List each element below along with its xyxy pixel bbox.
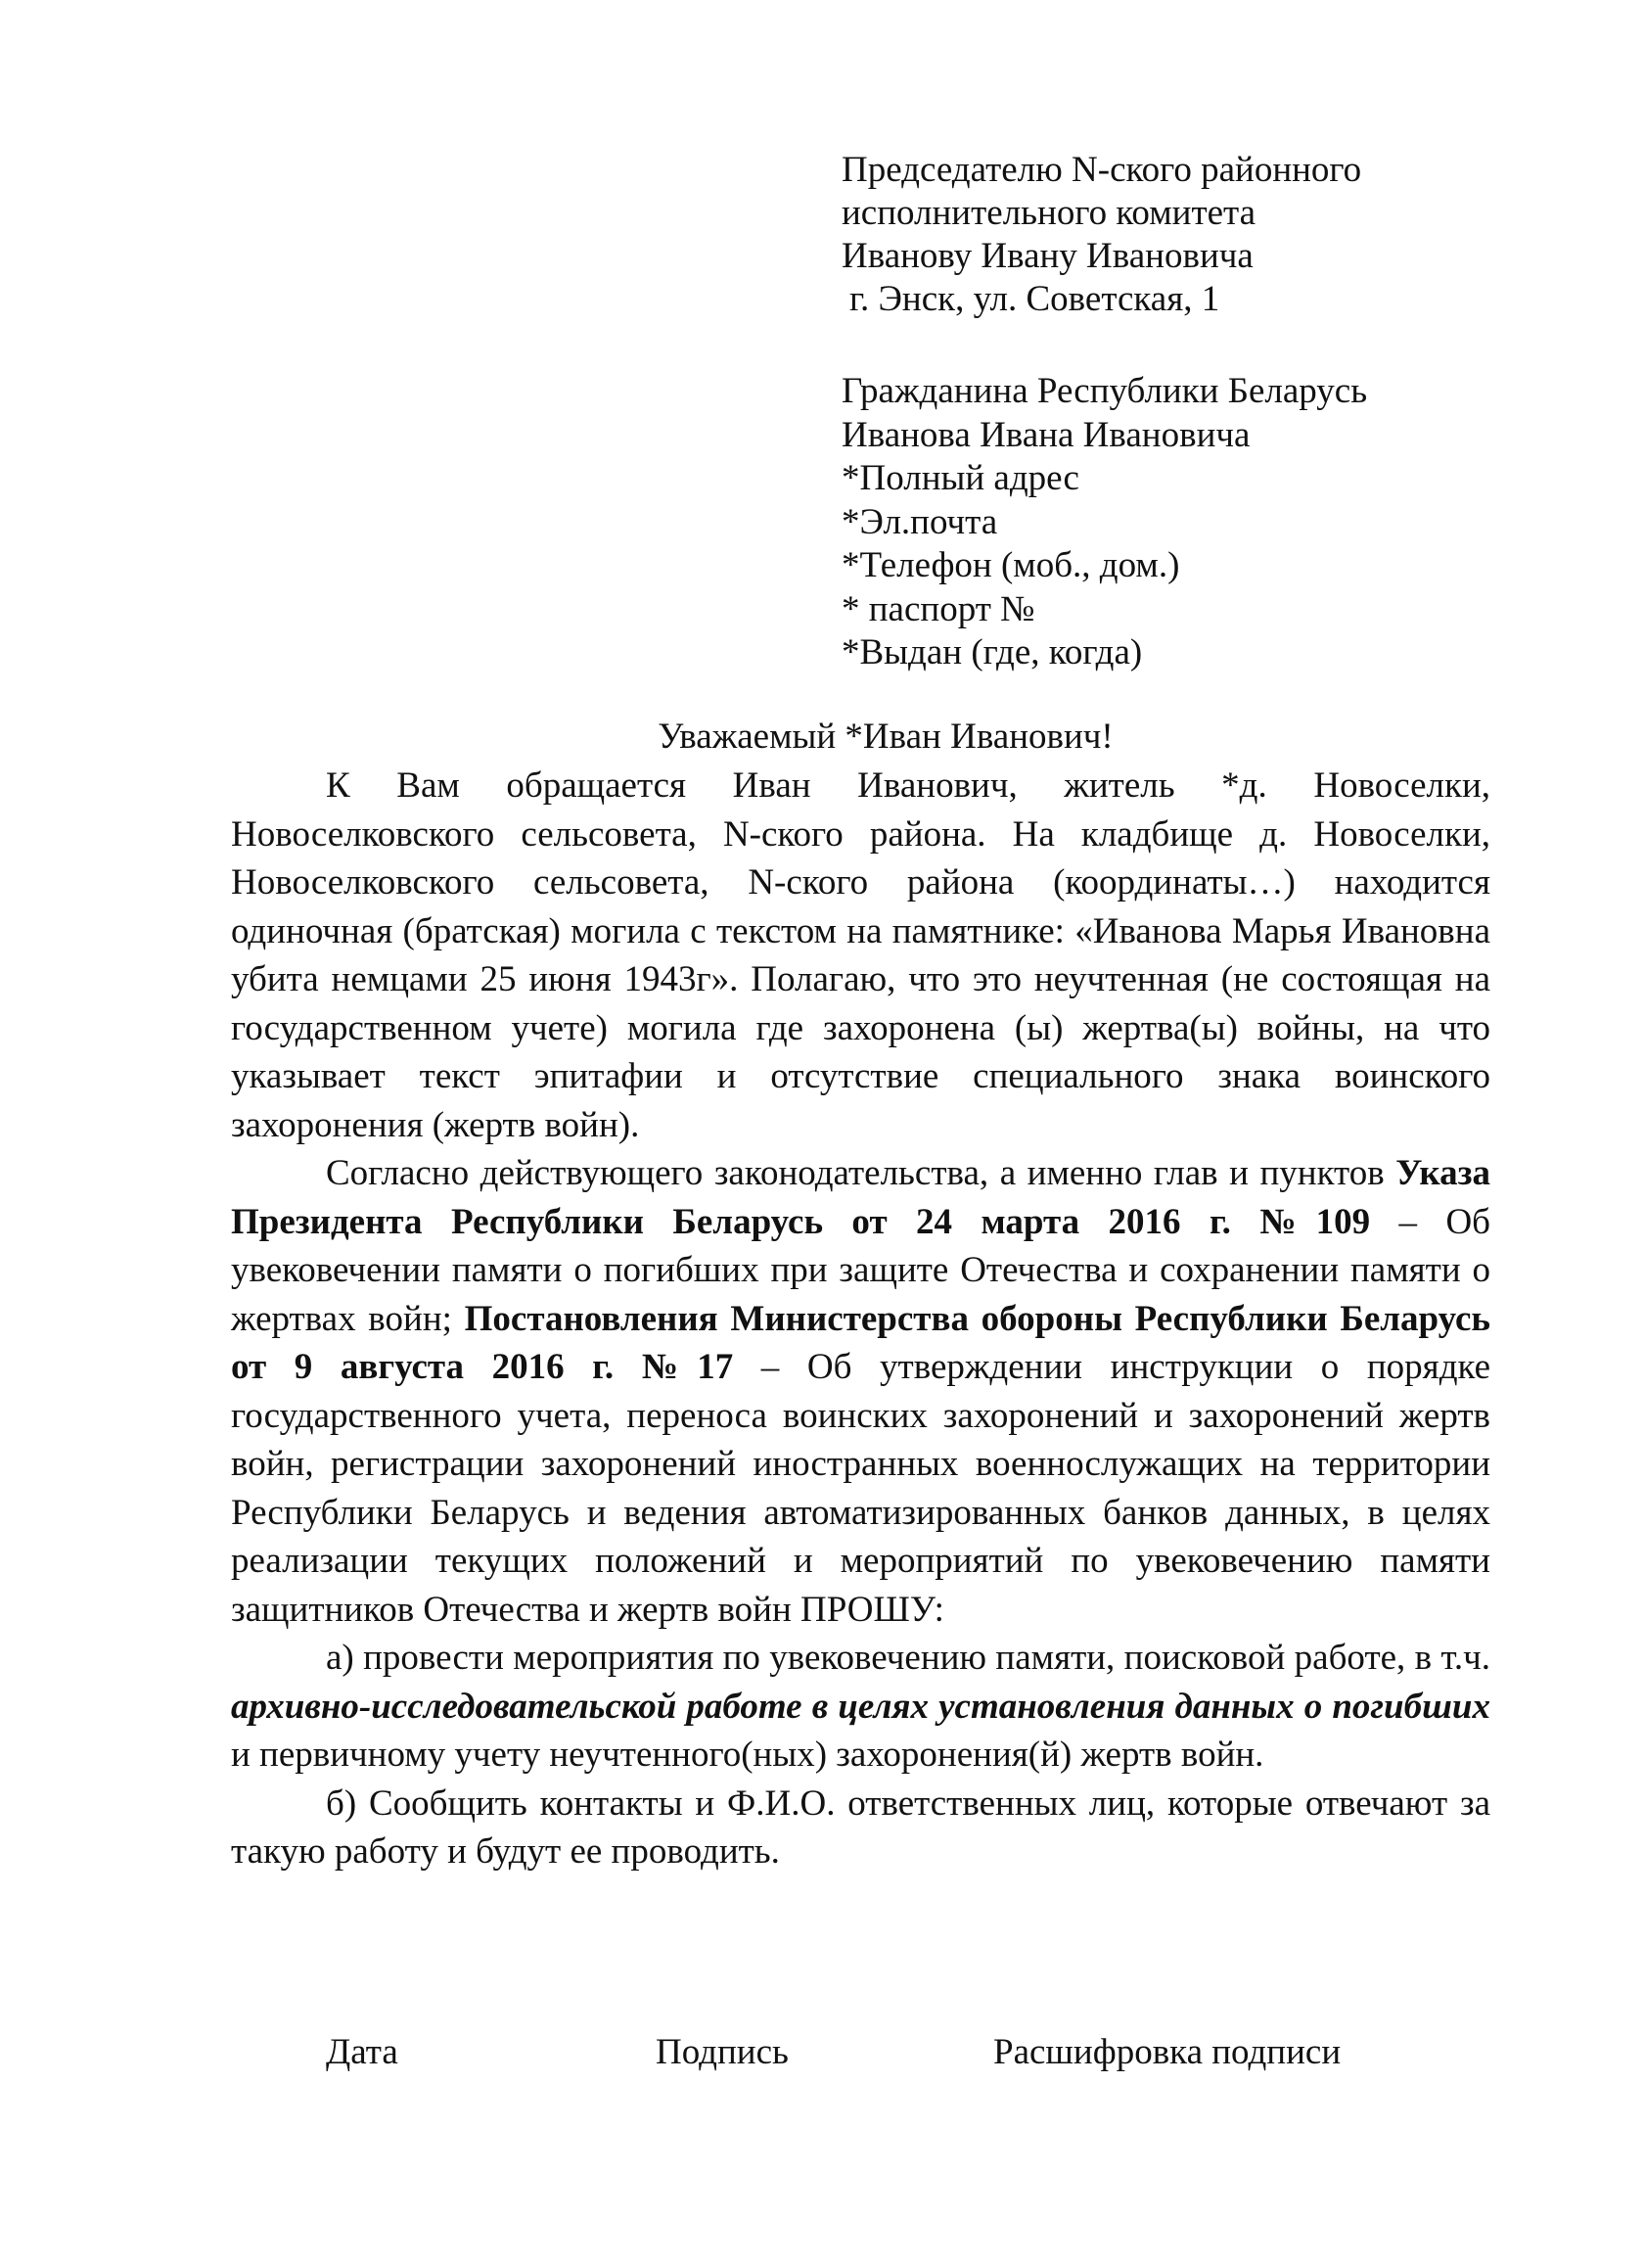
request-item-b: б) Сообщить контакты и Ф.И.О. ответственных лиц, которые отвечают за такую работу и будут ее проводить.: [231, 1782, 1490, 1872]
sender-phone: *Телефон (моб., дом.): [842, 545, 1180, 585]
signature-decode-label: Расшифровка подписи: [993, 2032, 1342, 2072]
resolution-reference: Постановления Министерства обороны Республики Беларусь от 9 августа 2016 г. №17: [231, 1298, 1490, 1387]
date-label: Дата: [326, 2032, 398, 2072]
paragraph-text: – Об утверждении инструкции о порядке государственного учета, переноса воинских захоронений и захоронений жертв войн, регистрации захоронений иностранных военнослужащих на территории Республики Беларусь и ведения автоматизированных банков данных, в целях реализации текущих положений и мероприятий по увековечению памяти защитников Отечества и жертв войн ПРОШУ:: [231, 1347, 1490, 1630]
paragraph-text: а) провести мероприятия по увековечению памяти, поисковой работе, в т.ч.: [326, 1638, 1490, 1678]
paragraph-intro: К Вам обращается Иван Иванович, житель *д. Новоселки, Новоселковского сельсовета, N-ского района. На кладбище д. Новоселки, Новоселковского сельсовета, N-ского района (координаты…) находится одиночная (братская) могила с текстом на памятнике: «Иванова Марья Ивановна убита немцами 25 июня 1943г». Полагаю, что это неучтенная (не состоящая на государственном учете) могила где захоронена (ы) жертва(ы) войны, на что указывает текст эпитафии и отсутствие специального знака воинского захоронения (жертв войн).: [231, 765, 1490, 1145]
letter-body: [231, 762, 1490, 1876]
sender-block: [842, 370, 1585, 675]
addressee-line: Иванову Ивану Ивановича: [842, 236, 1254, 276]
salutation: [0, 713, 1644, 762]
sender-passport-issued: *Выдан (где, когда): [842, 632, 1143, 672]
paragraph-text: и первичному учету неучтенного(ных) захоронения(й) жертв войн.: [231, 1735, 1264, 1775]
addressee-line: Председателю N-ского районного: [842, 150, 1362, 190]
signature-row: [0, 2028, 1644, 2077]
signature-label: Подпись: [656, 2032, 789, 2072]
decree-reference: Указа Президента Республики Беларусь от 24 марта 2016 г. №109: [231, 1153, 1490, 1242]
sender-passport: * паспорт №: [842, 588, 1035, 629]
addressee-address: г. Энск, ул. Советская, 1: [849, 279, 1220, 319]
salutation-text: Уважаемый *Иван Иванович!: [658, 717, 1114, 757]
sender-email: *Эл.почта: [842, 501, 998, 542]
request-item-a: [231, 1634, 1490, 1780]
addressee-line: исполнительного комитета: [842, 193, 1256, 233]
paragraph-text: Согласно действующего законодательства, а именно глав и пунктов: [326, 1153, 1396, 1193]
addressee-block: [842, 149, 1585, 321]
paragraph-text: – Об увековечении памяти о погибших при защите Отечества и сохранении памяти о жертвах войн;: [231, 1201, 1491, 1339]
sender-address: *Полный адрес: [842, 458, 1079, 498]
sender-line: Гражданина Республики Беларусь: [842, 371, 1368, 411]
paragraph-legal-basis: [231, 1149, 1490, 1634]
emphasized-text: архивно-исследовательской работе в целях установления данных о погибших: [231, 1686, 1490, 1727]
sender-line: Иванова Ивана Ивановича: [842, 414, 1251, 455]
